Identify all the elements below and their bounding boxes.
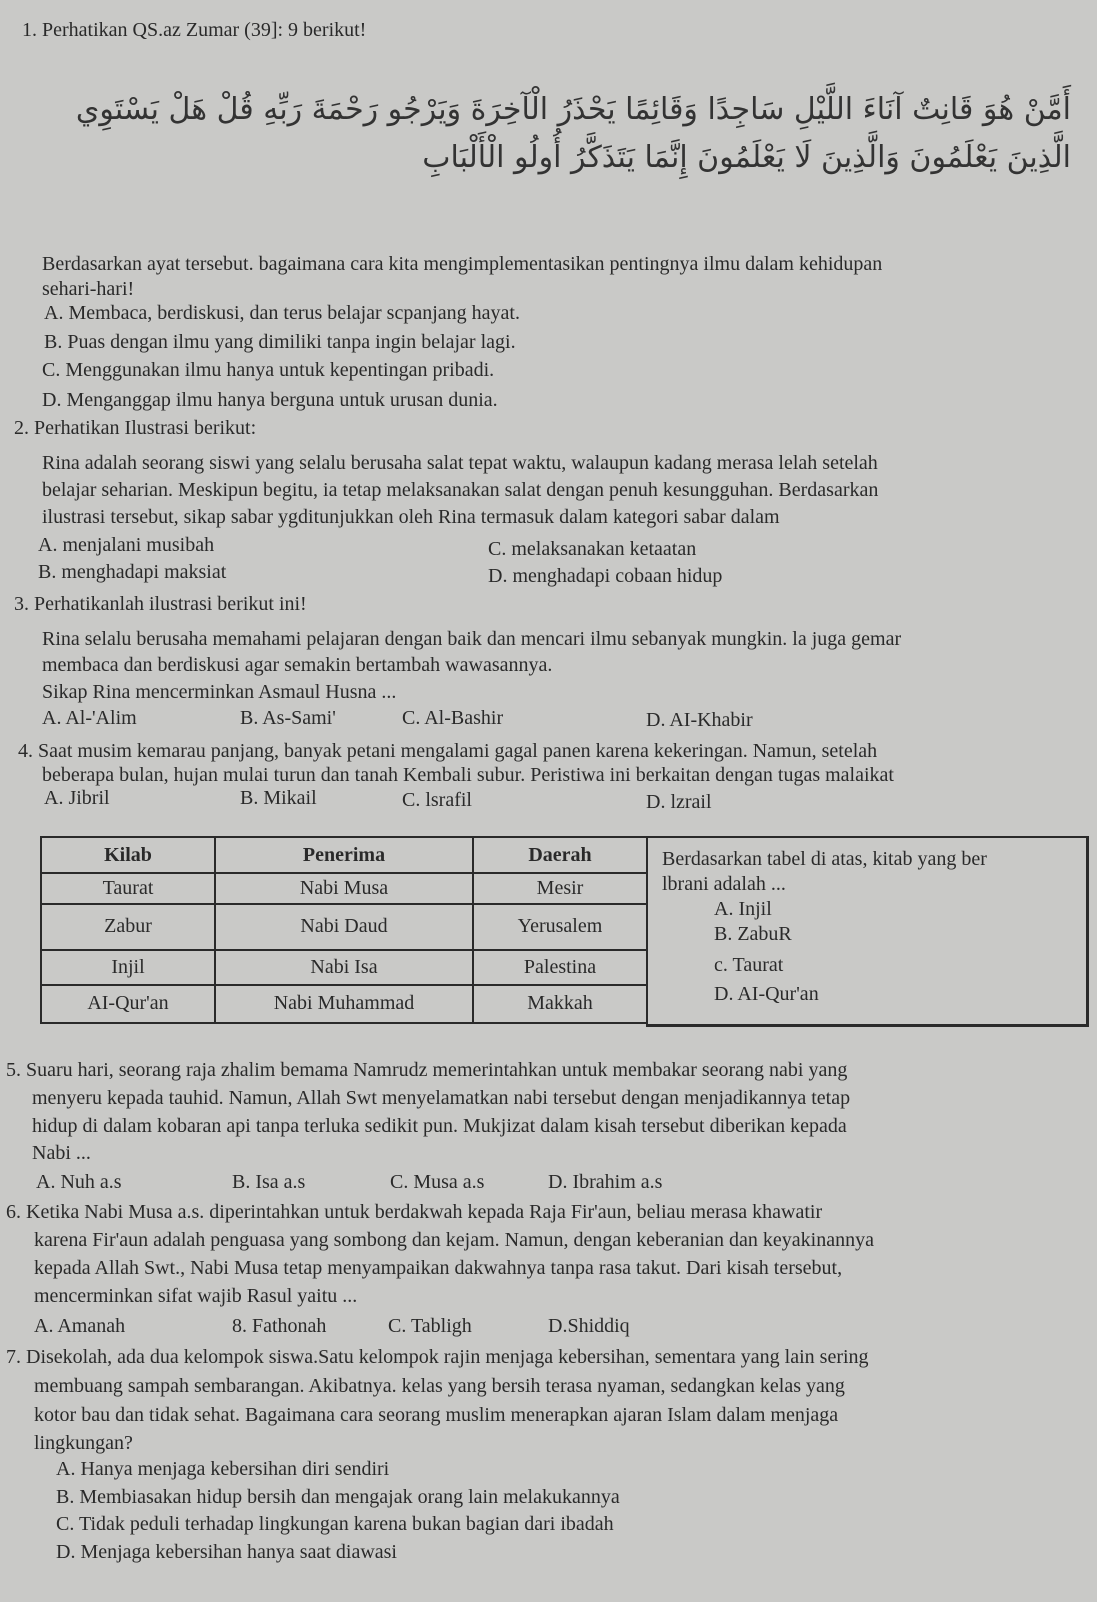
q2-option-d[interactable]: D. menghadapi cobaan hidup bbox=[488, 565, 723, 587]
q4-option-a[interactable]: A. Jibril bbox=[44, 787, 110, 809]
q5-line4: Nabi ... bbox=[32, 1142, 91, 1164]
table-cell: Nabi Isa bbox=[215, 950, 473, 984]
q4-option-c[interactable]: C. lsrafil bbox=[402, 789, 472, 811]
q2-option-a[interactable]: A. menjalani musibah bbox=[38, 534, 215, 556]
q3-line1: Rina selalu berusaha memahami pelajaran dengan baik dan mencari ilmu sebanyak mungkin. la juga gemar bbox=[42, 628, 902, 650]
q6-line2: karena Fir'aun adalah penguasa yang sombong dan kejam. Namun, dengan keberanian dan keyakinannya bbox=[34, 1229, 874, 1251]
table-cell: AI-Qur'an bbox=[41, 985, 215, 1023]
q5-line1: 5. Suaru hari, seorang raja zhalim bemama Namrudz memerintahkan untuk membakar seorang nabi yang bbox=[6, 1059, 848, 1081]
table-option-c[interactable]: c. Taurat bbox=[714, 954, 784, 976]
q3-option-d[interactable]: D. AI-Khabir bbox=[646, 709, 753, 731]
q7-line3: kotor bau dan tidak sehat. Bagaimana cara seorang muslim menerapkan ajaran Islam dalam menjaga bbox=[34, 1404, 839, 1426]
q2-option-c[interactable]: C. melaksanakan ketaatan bbox=[488, 538, 697, 560]
q6-option-a[interactable]: A. Amanah bbox=[34, 1315, 126, 1337]
q5-line2: menyeru kepada tauhid. Namun, Allah Swt menyelamatkan nabi tersebut dengan menjadikannya tetap bbox=[32, 1087, 851, 1109]
table-header-daerah: Daerah bbox=[473, 837, 647, 873]
table-cell: Taurat bbox=[41, 873, 215, 903]
q2-stem: 2. Perhatikan Ilustrasi berikut: bbox=[14, 417, 257, 439]
q3-stem: 3. Perhatikanlah ilustrasi berikut ini! bbox=[14, 593, 307, 615]
q3-option-c[interactable]: C. Al-Bashir bbox=[402, 707, 504, 729]
q7-line4: lingkungan? bbox=[34, 1432, 133, 1454]
q1-option-a[interactable]: A. Membaca, berdiskusi, dan terus belajar scpanjang hayat. bbox=[44, 302, 520, 324]
q1-arabic-verse-line2: الَّذِينَ يَعْلَمُونَ وَالَّذِينَ لَا يَعْلَمُونَ إِنَّمَا يَتَذَكَّرُ أُولُو الْأَلْبَابِ bbox=[422, 140, 1071, 175]
q6-option-c[interactable]: C. Tabligh bbox=[388, 1315, 472, 1337]
q1-option-c[interactable]: C. Menggunakan ilmu hanya untuk kepentingan pribadi. bbox=[42, 359, 495, 381]
q3-option-a[interactable]: A. Al-'Alim bbox=[42, 707, 137, 729]
q5-option-c[interactable]: C. Musa a.s bbox=[390, 1171, 485, 1193]
q6-line4: mencerminkan sifat wajib Rasul yaitu ... bbox=[34, 1285, 358, 1307]
table-cell: Nabi Musa bbox=[215, 873, 473, 903]
q6-line3: kepada Allah Swt., Nabi Musa tetap menyampaikan dakwahnya tanpa rasa takut. Dari kisah tersebut, bbox=[34, 1257, 843, 1279]
q6-option-b[interactable]: 8. Fathonah bbox=[232, 1315, 327, 1337]
q7-option-a[interactable]: A. Hanya menjaga kebersihan diri sendiri bbox=[56, 1458, 390, 1480]
q6-option-d[interactable]: D.Shiddiq bbox=[548, 1315, 630, 1337]
q2-line1: Rina adalah seorang siswi yang selalu berusaha salat tepat waktu, walaupun kadang merasa lelah setelah bbox=[42, 452, 878, 474]
table-row bbox=[41, 985, 647, 1023]
table-header-kitab: Kilab bbox=[41, 837, 215, 873]
q7-line2: membuang sampah sembarangan. Akibatnya. kelas yang bersih terasa nyaman, sedangkan kelas yang bbox=[34, 1375, 845, 1397]
q7-option-b[interactable]: B. Membiasakan hidup bersih dan mengajak orang lain melakukannya bbox=[56, 1486, 620, 1508]
q3-line3: Sikap Rina mencerminkan Asmaul Husna ... bbox=[42, 681, 397, 703]
q2-line3: ilustrasi tersebut, sikap sabar ygditunjukkan oleh Rina termasuk dalam kategori sabar dalam bbox=[42, 506, 780, 528]
q1-option-b[interactable]: B. Puas dengan ilmu yang dimiliki tanpa ingin belajar lagi. bbox=[44, 331, 516, 353]
table-option-b[interactable]: B. ZabuR bbox=[714, 923, 792, 945]
kitab-table bbox=[40, 836, 648, 1024]
q4-option-b[interactable]: B. Mikail bbox=[240, 787, 317, 809]
q7-option-d[interactable]: D. Menjaga kebersihan hanya saat diawasi bbox=[56, 1541, 397, 1563]
table-header-penerima: Penerima bbox=[215, 837, 473, 873]
q5-option-b[interactable]: B. Isa a.s bbox=[232, 1171, 306, 1193]
q1-question-line1: Berdasarkan ayat tersebut. bagaimana cara kita mengimplementasikan pentingnya ilmu dalam kehidupan bbox=[42, 253, 883, 275]
q1-question-line2: sehari-hari! bbox=[42, 278, 135, 300]
q5-option-d[interactable]: D. Ibrahim a.s bbox=[548, 1171, 663, 1193]
q5-line3: hidup di dalam kobaran api tanpa terluka sedikit pun. Mukjizat dalam kisah tersebut diberikan kepada bbox=[32, 1115, 847, 1137]
table-cell: Nabi Daud bbox=[215, 904, 473, 951]
table-cell: Makkah bbox=[473, 985, 647, 1023]
table-row bbox=[41, 950, 647, 984]
q3-line2: membaca dan berdiskusi agar semakin bertambah wawasannya. bbox=[42, 654, 553, 676]
q2-option-b[interactable]: B. menghadapi maksiat bbox=[38, 561, 227, 583]
q1-stem: 1. Perhatikan QS.az Zumar (39]: 9 berikut! bbox=[22, 19, 367, 41]
table-option-d[interactable]: D. AI-Qur'an bbox=[714, 983, 819, 1005]
table-cell: Palestina bbox=[473, 950, 647, 984]
table-row bbox=[41, 904, 647, 951]
q6-line1: 6. Ketika Nabi Musa a.s. diperintahkan untuk berdakwah kepada Raja Fir'aun, beliau merasa khawatir bbox=[6, 1201, 823, 1223]
table-option-a[interactable]: A. Injil bbox=[714, 898, 772, 920]
q7-option-c[interactable]: C. Tidak peduli terhadap lingkungan karena bukan bagian dari ibadah bbox=[56, 1513, 614, 1535]
q4-option-d[interactable]: D. lzrail bbox=[646, 791, 712, 813]
q4-line1: 4. Saat musim kemarau panjang, banyak petani mengalami gagal panen karena kekeringan. Namun, setelah bbox=[18, 740, 878, 762]
table-cell: Yerusalem bbox=[473, 904, 647, 951]
table-cell: Nabi Muhammad bbox=[215, 985, 473, 1023]
q7-line1: 7. Disekolah, ada dua kelompok siswa.Satu kelompok rajin menjaga kebersihan, sementara yang lain sering bbox=[6, 1346, 869, 1368]
table-question-line1: Berdasarkan tabel di atas, kitab yang ber bbox=[662, 848, 987, 870]
q4-line2: beberapa bulan, hujan mulai turun dan tanah Kembali subur. Peristiwa ini berkaitan dengan tugas malaikat bbox=[42, 764, 894, 786]
q1-option-d[interactable]: D. Menganggap ilmu hanya berguna untuk urusan dunia. bbox=[42, 389, 498, 411]
table-question-line2: lbrani adalah ... bbox=[662, 873, 786, 895]
q2-line2: belajar seharian. Meskipun begitu, ia tetap melaksanakan salat dengan penuh kesungguhan. Berdasarkan bbox=[42, 479, 879, 501]
table-cell: Mesir bbox=[473, 873, 647, 903]
table-row bbox=[41, 873, 647, 903]
table-header-row bbox=[41, 837, 647, 873]
q5-option-a[interactable]: A. Nuh a.s bbox=[36, 1171, 122, 1193]
q1-arabic-verse-line1: أَمَّنْ هُوَ قَانِتٌ آنَاءَ اللَّيْلِ سَاجِدًا وَقَائِمًا يَحْذَرُ الْآخِرَةَ وَيَرْجُو رَحْمَةَ رَبِّهِ قُلْ هَلْ يَسْتَوِي bbox=[75, 92, 1071, 127]
q3-option-b[interactable]: B. As-Sami' bbox=[240, 707, 336, 729]
table-cell: Zabur bbox=[41, 904, 215, 951]
table-cell: Injil bbox=[41, 950, 215, 984]
